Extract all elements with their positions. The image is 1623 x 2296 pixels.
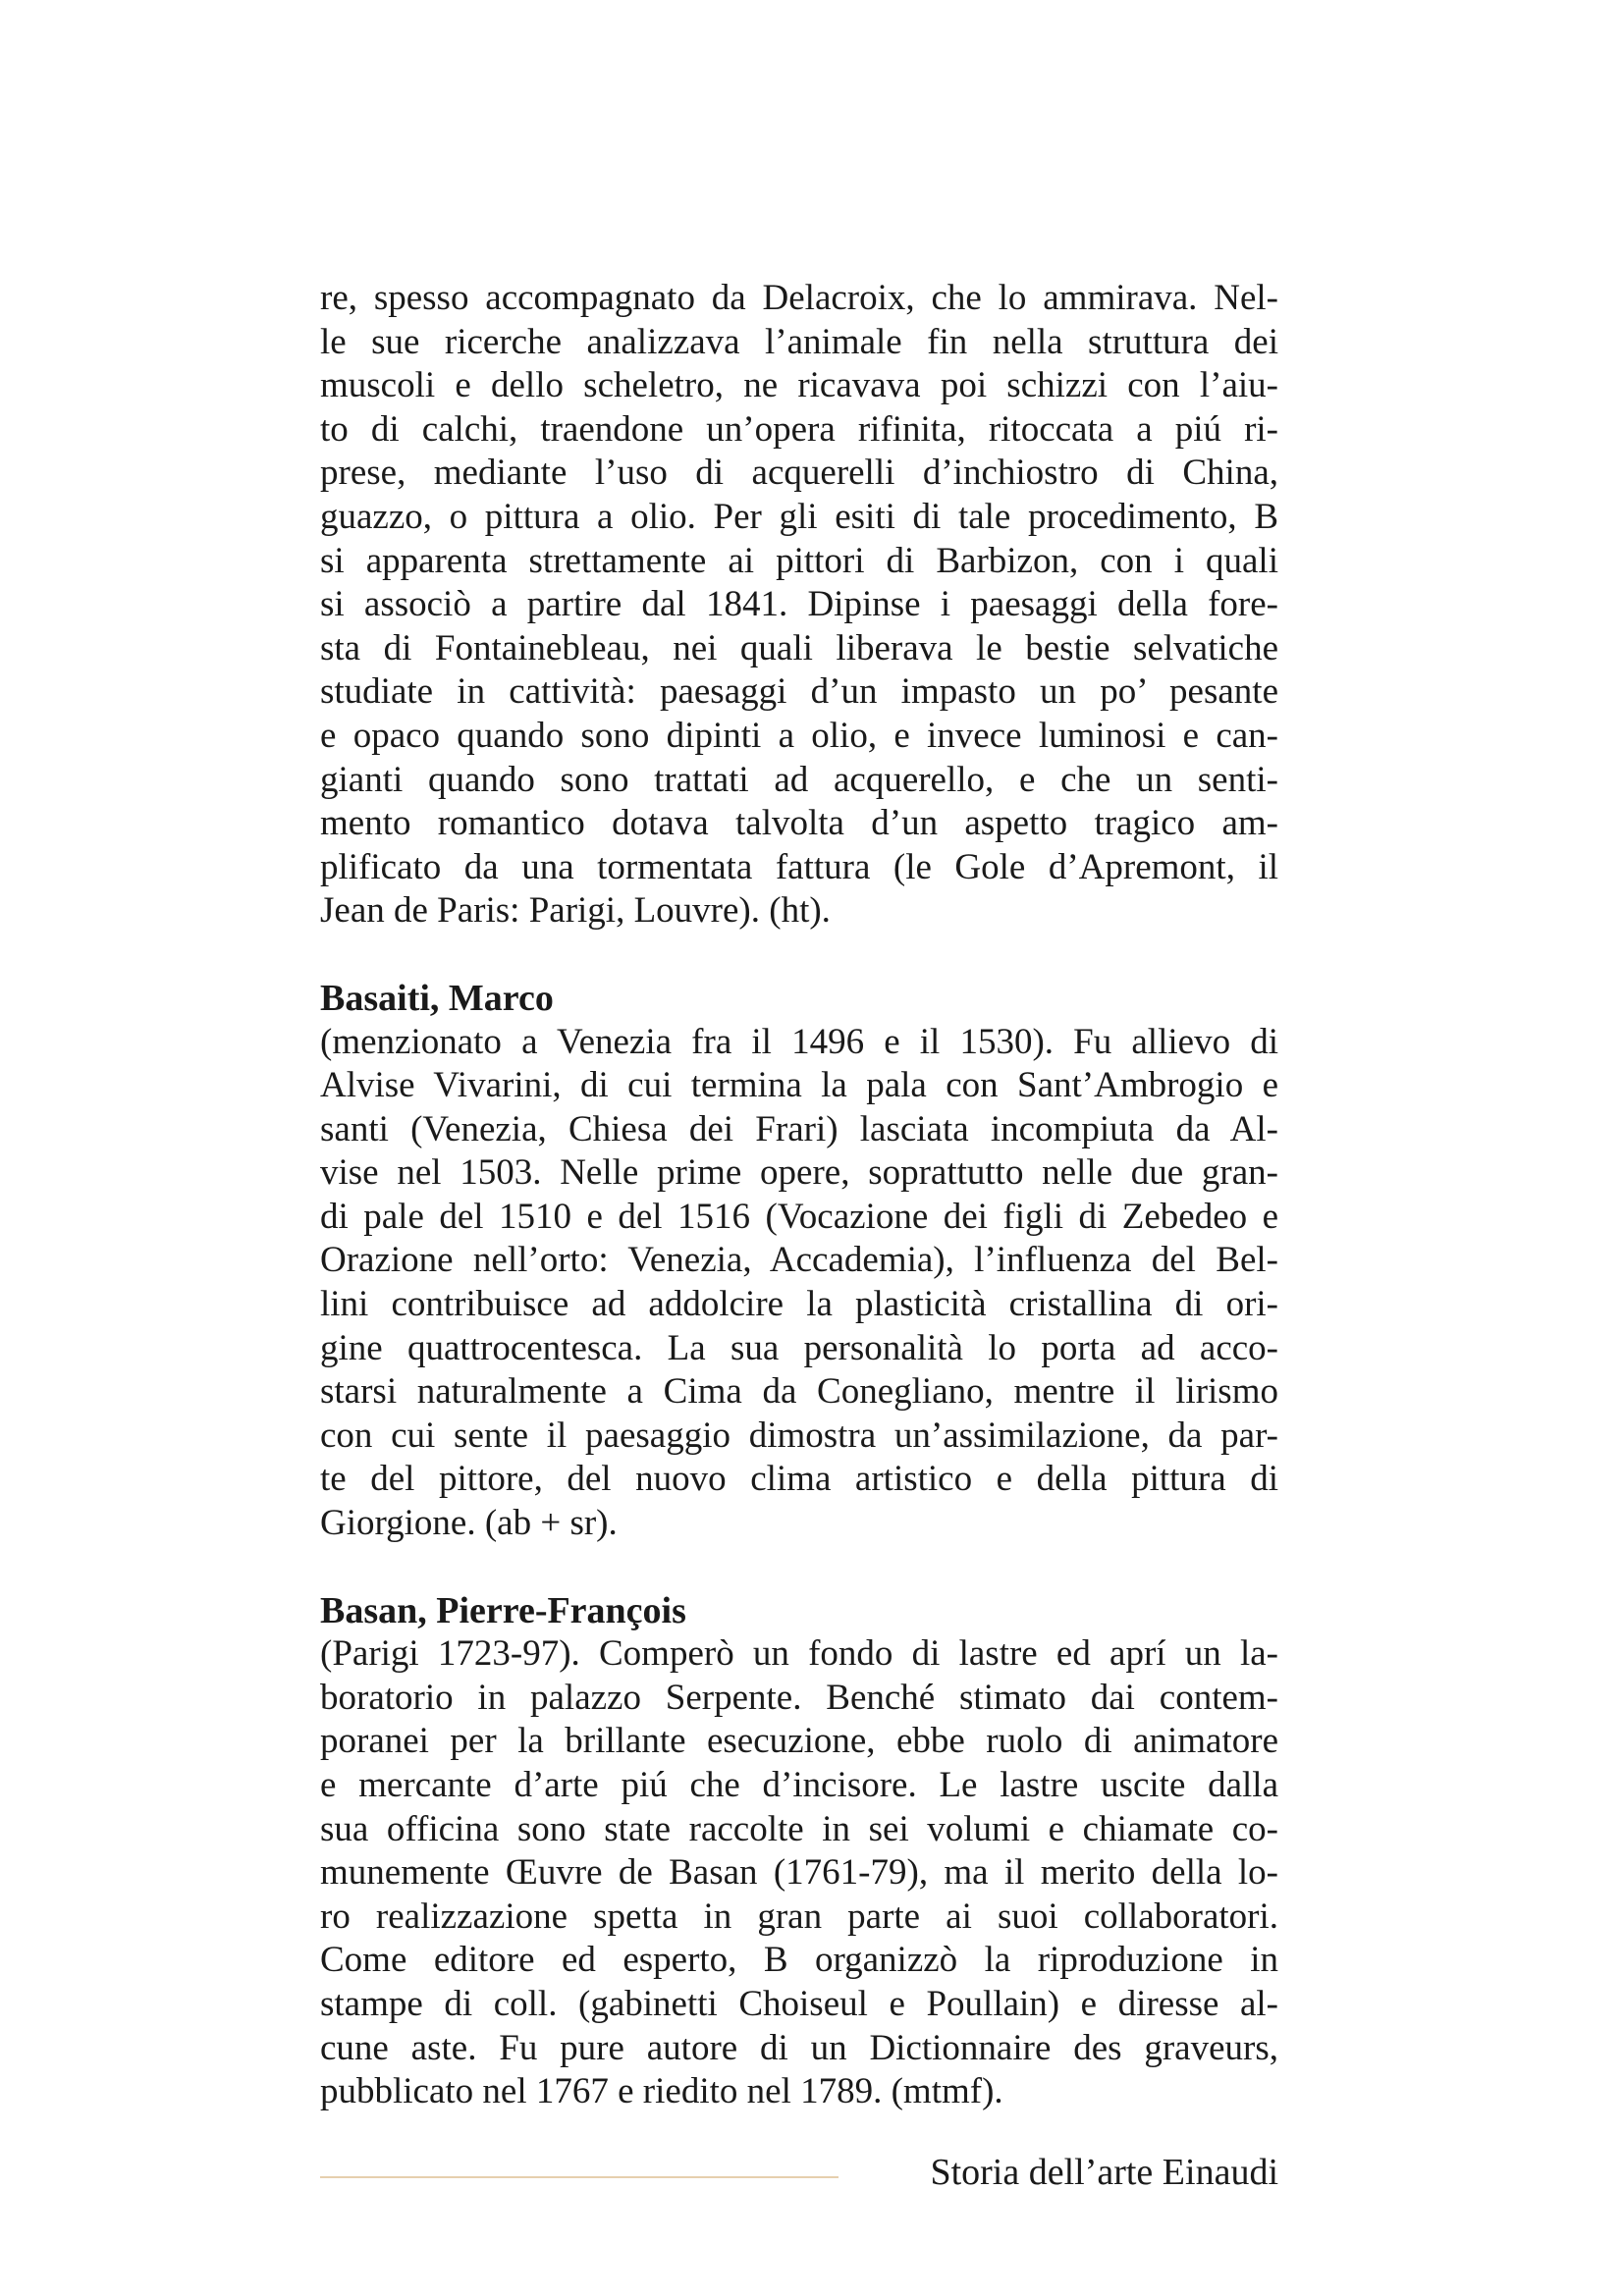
entry-text-basaiti [320, 1021, 1278, 1546]
text-line: Giorgione. (ab + sr). [320, 1503, 618, 1544]
entry-continuation-text [320, 277, 1278, 934]
text-line: si apparenta strettamente ai pittori di Barbizon, con i quali [320, 540, 1278, 581]
text-line: con cui sente il paesaggio dimostra un’assimilazione, da par- [320, 1415, 1278, 1456]
page-footer [320, 2148, 1278, 2197]
text-line: e opaco quando sono dipinti a olio, e invece luminosi e can- [320, 715, 1278, 756]
text-line: prese, mediante l’uso di acquerelli d’inchiostro di China, [320, 453, 1278, 494]
text-line: sta di Fontainebleau, nei quali liberava le bestie selvatiche [320, 627, 1278, 668]
text-line: studiate in cattività: paesaggi d’un impasto un po’ pesante [320, 671, 1278, 713]
text-line: si associò a partire dal 1841. Dipinse i paesaggi della fore- [320, 584, 1278, 625]
text-line: Come editore ed esperto, B organizzò la riproduzione in [320, 1940, 1278, 1981]
page-body [320, 277, 1278, 2114]
text-line: sua officina sono state raccolte in sei volumi e chiamate co- [320, 1808, 1278, 1849]
text-line: vise nel 1503. Nelle prime opere, soprattutto nelle due gran- [320, 1152, 1278, 1194]
text-line: poranei per la brillante esecuzione, ebbe ruolo di animatore [320, 1721, 1278, 1762]
text-line: guazzo, o pittura a olio. Per gli esiti di tale procedimento, B [320, 496, 1278, 537]
text-line: gine quattrocentesca. La sua personalità lo porta ad acco- [320, 1327, 1278, 1368]
text-line: ro realizzazione spetta in gran parte ai suoi collaboratori. [320, 1896, 1278, 1937]
text-line: mento romantico dotava talvolta d’un aspetto tragico am- [320, 803, 1278, 844]
entry-text-basan [320, 1632, 1278, 2114]
text-line: starsi naturalmente a Cima da Conegliano, mentre il lirismo [320, 1371, 1278, 1413]
text-line: le sue ricerche analizzava l’animale fin nella struttura dei [320, 321, 1278, 362]
text-line: pubblicato nel 1767 e riedito nel 1789. (mtmf). [320, 2071, 1003, 2112]
entry-title-basan: Basan, Pierre-François [320, 1589, 686, 1631]
text-line: munemente Œuvre de Basan (1761-79), ma il merito della lo- [320, 1852, 1278, 1894]
text-line: lini contribuisce ad addolcire la plasticità cristallina di ori- [320, 1284, 1278, 1325]
footer-title: Storia dell’arte Einaudi [930, 2152, 1278, 2193]
text-line: gianti quando sono trattati ad acquerello, e che un senti- [320, 759, 1278, 800]
text-line: santi (Venezia, Chiesa dei Frari) lasciata incompiuta da Al- [320, 1108, 1278, 1149]
text-line: muscoli e dello scheletro, ne ricavava poi schizzi con l’aiu- [320, 365, 1278, 406]
text-line: te del pittore, del nuovo clima artistico e della pittura di [320, 1459, 1278, 1500]
text-line: (menzionato a Venezia fra il 1496 e il 1530). Fu allievo di [320, 1021, 1278, 1062]
text-line: to di calchi, traendone un’opera rifinita, ritoccata a piú ri- [320, 408, 1278, 450]
footer-rule [320, 2176, 839, 2178]
text-line: (Parigi 1723-97). Comperò un fondo di lastre ed aprí un la- [320, 1633, 1278, 1675]
text-line: e mercante d’arte piú che d’incisore. Le lastre uscite dalla [320, 1765, 1278, 1805]
text-line: stampe di coll. (gabinetti Choiseul e Poullain) e diresse al- [320, 1983, 1278, 2024]
text-line: plificato da una tormentata fattura (le Gole d’Apremont, il [320, 846, 1278, 887]
entry-title-basaiti: Basaiti, Marco [320, 977, 554, 1019]
text-line: boratorio in palazzo Serpente. Benché stimato dai contem- [320, 1677, 1278, 1718]
text-line: di pale del 1510 e del 1516 (Vocazione dei figli di Zebedeo e [320, 1196, 1278, 1237]
text-line: Orazione nell’orto: Venezia, Accademia), l’influenza del Bel- [320, 1240, 1278, 1281]
text-line: Jean de Paris: Parigi, Louvre). (ht). [320, 890, 831, 932]
text-line: re, spesso accompagnato da Delacroix, che lo ammirava. Nel- [320, 278, 1278, 318]
text-line: cune aste. Fu pure autore di un Dictionnaire des graveurs, [320, 2027, 1278, 2068]
text-line: Alvise Vivarini, di cui termina la pala con Sant’Ambrogio e [320, 1065, 1278, 1106]
